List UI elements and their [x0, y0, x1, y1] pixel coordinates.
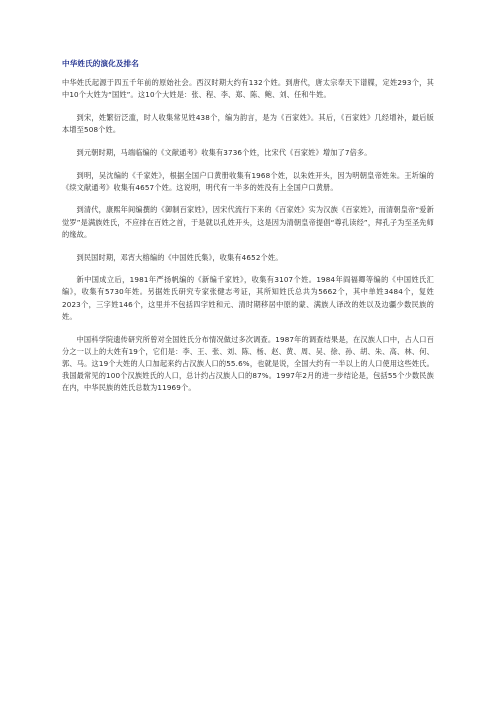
- paragraph-3: 到元朝时期，马端临编的《文献通考》收集有3736个姓，比宋代《百家姓》增加了7倍多。: [76, 147, 372, 157]
- paragraph-2: 到宋，姓繁衍泛滥，时人收集常见姓438个，编为韵言，是为《百家姓》。其后，《百家姓》几经增补，最后版本增至508个姓。: [62, 112, 434, 135]
- paragraph-4: 到明，吴沈编的《千家姓》，根据全国户口黄册收集有1968个姓，以朱姓开头，因为明朝皇帝姓朱。王圻编的《续文献通考》收集有4657个姓。这说明，明代有一半多的姓没有上全国户口黄册。: [62, 170, 434, 192]
- document-page: [62, 58, 434, 405]
- paragraph-7: 新中国成立后，1981年严扬帆编的《新编千家姓》，收集有3107个姓。1984年阎福卿等编的《中国姓氏汇编》，收集有5730年姓。另据姓氏研究专家张健志考证，其所知姓氏总共为5662个，其中单姓3484个，复姓2023个，三字姓146个，这里并不包括四字姓和元、清时期移居中原的蒙、满族人译改的姓以及边疆少数民族的姓。: [62, 275, 434, 321]
- paragraph-5: 到清代，康熙年间编撰的《御制百家姓》，因宋代流行下来的《百家姓》实为汉族《百家姓》，而清朝皇帝“爱新觉罗”是满族姓氏，不应排在百姓之首，于是就以孔姓开头，这是因为清朝皇帝提倡“尊孔读经”，拜孔子为至圣先师的缘故。: [62, 205, 434, 239]
- paragraph-8: 中国科学院遗传研究所曾对全国姓氏分布情况做过多次调查。1987年的调查结果是，在汉族人口中，占人口百分之一以上的大姓有19个，它们是：李、王、张、刘、陈、杨、赵、黄、周、吴、徐、孙、胡、朱、高、林、何、郭、马。这19个大姓的人口加起来约占汉族人口的55.6%，也就是说，全国大约有一半以上的人口使用这些姓氏。我国最常见的100个汉族姓氏的人口，总计约占汉族人口的87%。1997年2月的进一步结论是，包括55个少数民族在内，中华民族的姓氏总数为11969个。: [62, 334, 434, 393]
- paragraph-6: 到民国时期，邓宵大榕编的《中国姓氏集》，收集有4652个姓。: [76, 252, 283, 262]
- document-title: 中华姓氏的演化及排名: [62, 59, 139, 68]
- paragraph-1: 中华姓氏起源于四五千年前的原始社会。西汉时期大约有132个姓。到唐代，唐太宗奉天下谱牒，定姓293个，其中10个大姓为“国姓”。这10个大姓是：张、程、李、郑、陈、鲍、刘、任和牛姓。: [62, 78, 434, 100]
